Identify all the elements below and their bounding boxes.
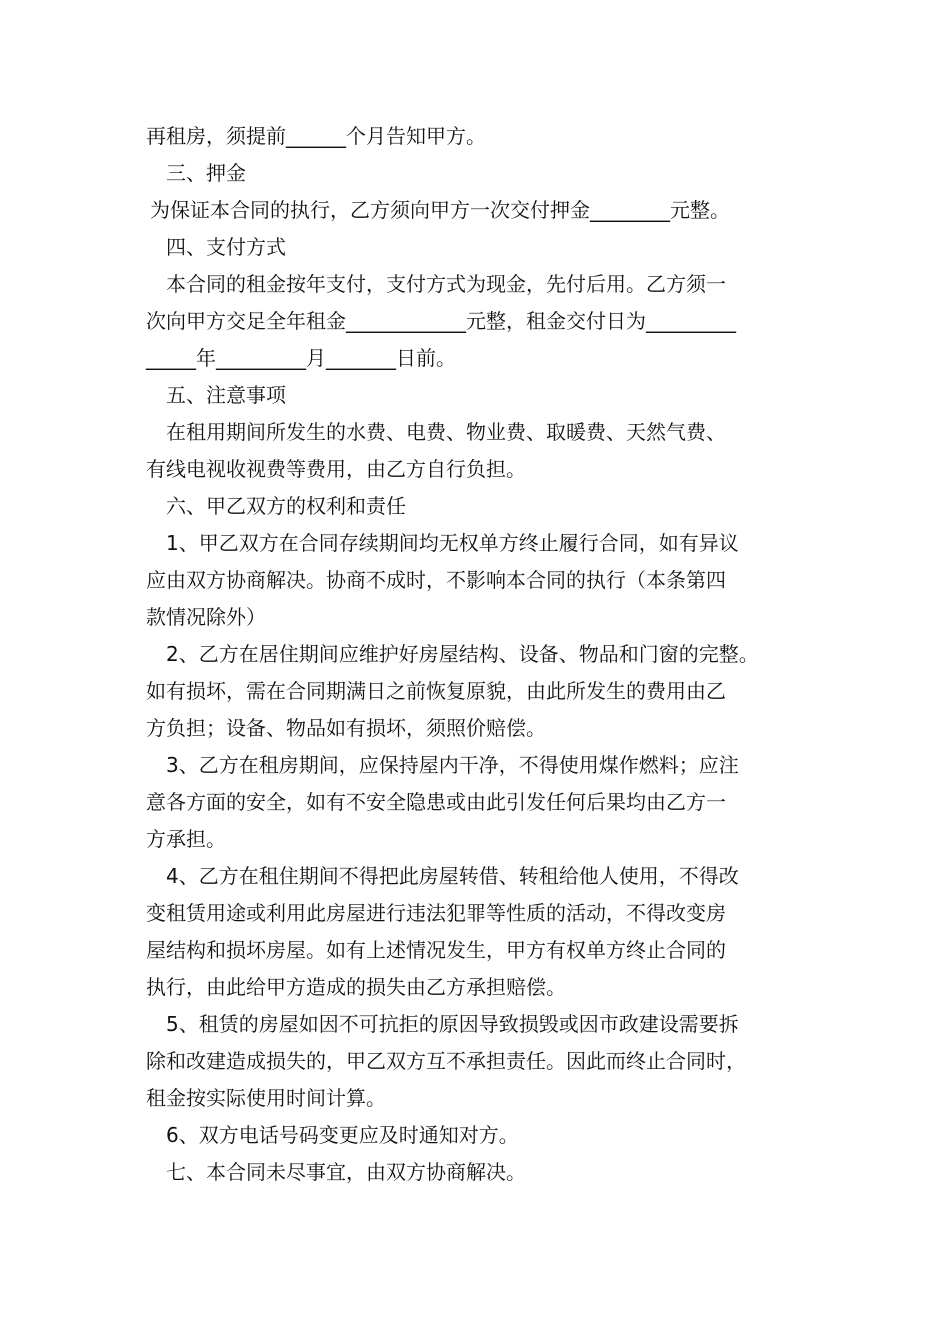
text-line: 再租房，须提前______个月告知甲方。 — [146, 124, 486, 148]
text-line: 除和改建造成损失的，甲乙双方互不承担责任。因此而终止合同时， — [146, 1049, 746, 1073]
text-line: 执行，由此给甲方造成的损失由乙方承担赔偿。 — [146, 975, 566, 999]
section-heading-deposit: 三、押金 — [166, 161, 246, 185]
text-line: 本合同的租金按年支付，支付方式为现金，先付后用。乙方须一 — [166, 272, 726, 296]
section-heading-notes: 五、注意事项 — [166, 383, 286, 407]
text-line: 款情况除外） — [146, 605, 266, 629]
text-line: _____年_________月_______日前。 — [146, 346, 456, 370]
section-heading-payment: 四、支付方式 — [166, 235, 286, 259]
text-line: 3、乙方在租房期间，应保持屋内干净，不得使用煤作燃料；应注 — [166, 753, 739, 777]
text-line: 次向甲方交足全年租金____________元整，租金交付日为_________ — [146, 309, 736, 333]
text-line: 在租用期间所发生的水费、电费、物业费、取暖费、天然气费、 — [166, 420, 726, 444]
text-line: 5、租赁的房屋如因不可抗拒的原因导致损毁或因市政建设需要拆 — [166, 1012, 739, 1036]
text-line: 意各方面的安全，如有不安全隐患或由此引发任何后果均由乙方一 — [146, 790, 726, 814]
section-heading-misc: 七、本合同未尽事宜，由双方协商解决。 — [166, 1160, 526, 1184]
text-line: 屋结构和损坏房屋。如有上述情况发生，甲方有权单方终止合同的 — [146, 938, 726, 962]
text-line: 1、甲乙双方在合同存续期间均无权单方终止履行合同，如有异议 — [166, 531, 739, 555]
text-line: 方负担；设备、物品如有损坏，须照价赔偿。 — [146, 716, 546, 740]
text-line: 变租赁用途或利用此房屋进行违法犯罪等性质的活动，不得改变房 — [146, 901, 726, 925]
text-line: 6、双方电话号码变更应及时通知对方。 — [166, 1123, 519, 1147]
text-line: 应由双方协商解决。协商不成时，不影响本合同的执行（本条第四 — [146, 568, 726, 592]
section-heading-rights: 六、甲乙双方的权利和责任 — [166, 494, 406, 518]
text-line: 为保证本合同的执行，乙方须向甲方一次交付押金________元整。 — [150, 198, 730, 222]
text-line: 如有损坏，需在合同期满日之前恢复原貌，由此所发生的费用由乙 — [146, 679, 726, 703]
contract-body — [146, 118, 836, 1191]
text-line: 4、乙方在租住期间不得把此房屋转借、转租给他人使用，不得改 — [166, 864, 739, 888]
text-line: 有线电视收视费等费用，由乙方自行负担。 — [146, 457, 526, 481]
text-line: 方承担。 — [146, 827, 226, 851]
text-line: 2、乙方在居住期间应维护好房屋结构、设备、物品和门窗的完整。 — [166, 642, 759, 666]
text-line: 租金按实际使用时间计算。 — [146, 1086, 386, 1110]
